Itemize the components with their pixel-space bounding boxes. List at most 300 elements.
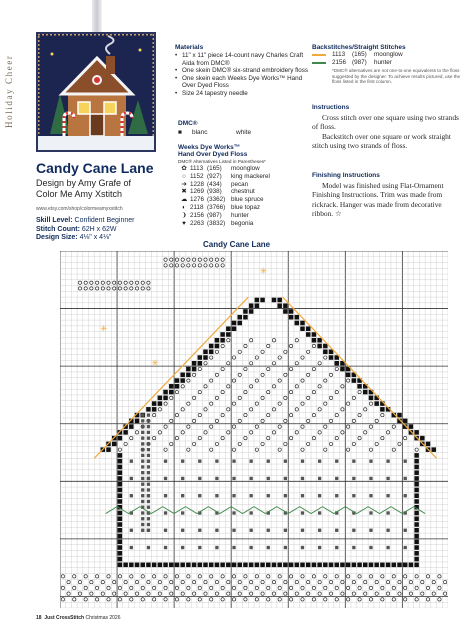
stitch-cell [323, 349, 328, 354]
stitch-cell [352, 477, 355, 480]
instructions-paragraph: Backstitch over one square or work straight stitch using two strands of floss. [312, 131, 451, 151]
stitch-cell [300, 326, 305, 331]
dmc-heading: DMC® [178, 120, 198, 127]
stitch-cell [107, 575, 110, 578]
stitch-cell [130, 586, 133, 589]
stitch-cell [164, 459, 167, 462]
stitch-cell [129, 563, 134, 568]
stitch-cell [141, 517, 144, 520]
stitch-cell [301, 575, 304, 578]
stitch-cell [381, 413, 384, 416]
stitch-cell [210, 258, 213, 261]
designer-url[interactable]: www.etsy.com/shop/colormeamyxstitch [36, 206, 123, 212]
stitch-cell [329, 563, 334, 568]
stitch-cell [90, 592, 93, 595]
stitch-cell [210, 379, 213, 382]
stitch-cell [141, 442, 144, 445]
stitch-cell [346, 373, 351, 378]
stitch-cell [164, 575, 167, 578]
stitch-cell [215, 529, 218, 532]
stitch-cell [147, 483, 150, 486]
stitch-cell [267, 413, 270, 416]
stitch-cell [364, 431, 367, 434]
stitch-cell [318, 431, 321, 434]
stitch-cell [198, 459, 201, 462]
stitch-cell [164, 494, 167, 497]
stitch-cell [267, 344, 270, 347]
finishing-heading: Finishing Instructions [312, 172, 380, 179]
stitch-cell [209, 563, 214, 568]
stitch-cell [90, 580, 93, 583]
stitch-cell [369, 546, 372, 549]
stitch-cell [73, 586, 76, 589]
stitch-cell [227, 592, 230, 595]
stitch-cell [324, 586, 327, 589]
stitch-cell [170, 580, 173, 583]
stitch-cell [198, 367, 201, 370]
stitch-cell [175, 384, 180, 389]
backstitch-row [312, 51, 462, 59]
stitch-cell [249, 339, 252, 342]
stitch-cell [414, 488, 419, 493]
stitch-cell [152, 598, 155, 601]
stitch-cell [113, 281, 116, 284]
stitch-cell [198, 529, 201, 532]
stitch-cell [414, 516, 419, 521]
stitch-cell [312, 344, 315, 347]
stitch-cell [278, 356, 281, 359]
stitch-cell [244, 344, 247, 347]
stitch-symbol: ☁ [180, 196, 188, 204]
stitch-cell [164, 546, 167, 549]
stitch-cell [141, 471, 144, 474]
stitch-cell [244, 598, 247, 601]
stitch-cell [414, 482, 419, 487]
stitch-cell [426, 586, 429, 589]
stitch-cell [324, 575, 327, 578]
stitch-cell [289, 390, 292, 393]
stitch-cell [227, 385, 230, 388]
stitch-cell [249, 385, 252, 388]
stitch-cell [192, 419, 195, 422]
stitch-cell [141, 459, 144, 462]
stitch-cell [170, 442, 173, 445]
stitch-cell [352, 459, 355, 462]
stitch-cell [147, 431, 150, 434]
stitch-cell [221, 436, 224, 439]
stitch-cell [175, 436, 178, 439]
floss-code: 1269 [190, 188, 205, 196]
stitch-cell [118, 557, 123, 562]
stitch-cell [307, 350, 310, 353]
stitch-cell [255, 586, 258, 589]
stitch-cell [232, 321, 237, 326]
stitch-cell [118, 563, 123, 568]
floss-alt: (3832) [207, 219, 226, 227]
stitch-cell [414, 528, 419, 533]
stitch-cell [272, 563, 277, 568]
stitch-cell [147, 281, 150, 284]
stitch-cell [392, 448, 395, 451]
stitch-cell [272, 339, 275, 342]
stitch-cell [118, 516, 123, 521]
stitch-cell [346, 402, 349, 405]
stitch-cell [283, 303, 288, 308]
stitch-cell [152, 575, 155, 578]
stitch-cell [180, 563, 185, 568]
stitch-cell [130, 436, 133, 439]
stitch-cell [289, 598, 292, 601]
stitch-cell [249, 592, 252, 595]
stitch-cell [73, 575, 76, 578]
stitch-cell [318, 459, 321, 462]
stitch-cell [244, 413, 247, 416]
stitch-cell [386, 459, 389, 462]
stitch-cell [398, 580, 401, 583]
stitch-cell [284, 494, 287, 497]
stitch-cell [255, 303, 260, 308]
stitch-cell [278, 575, 281, 578]
stitch-cell [357, 563, 362, 568]
stitch-cell [323, 344, 328, 349]
stitch-cell [130, 477, 133, 480]
stitch-cell [232, 563, 237, 568]
stitch-cell [147, 425, 150, 428]
stat-label: Skill Level: [36, 217, 73, 224]
stitch-cell [232, 529, 235, 532]
stitch-cell [164, 586, 167, 589]
stitch-cell [272, 592, 275, 595]
stitch-cell [289, 575, 292, 578]
stitch-cell [118, 522, 123, 527]
stitch-cell [255, 448, 258, 451]
stitch-cell [95, 598, 98, 601]
stitch-cell [369, 598, 372, 601]
stitch-cell [187, 425, 190, 428]
stat-value: 4⅛" x 4⅛" [79, 234, 112, 241]
stitch-cell [352, 396, 355, 399]
stitch-cell [181, 580, 184, 583]
stitch-cell [118, 511, 123, 516]
stitch-cell [232, 356, 235, 359]
stitch-cell [369, 477, 372, 480]
stitch-cell [141, 500, 144, 503]
stitch-cell [404, 494, 407, 497]
stitch-cell [312, 413, 315, 416]
stitch-cell [301, 529, 304, 532]
floss-name: pecan [231, 180, 249, 188]
stitch-cell [73, 598, 76, 601]
design-stats [36, 217, 134, 243]
stitch-cell [414, 453, 419, 458]
stitch-cell [300, 321, 305, 326]
stitch-cell [158, 431, 161, 434]
stitch-cell [318, 362, 321, 365]
stitch-cell [341, 431, 344, 434]
stitch-cell [284, 580, 287, 583]
stitch-cell [358, 598, 361, 601]
stitch-cell [232, 546, 235, 549]
star-straight-stitch: ✳ [99, 324, 108, 335]
stitch-cell [238, 580, 241, 583]
stitch-cell [438, 586, 441, 589]
stitch-cell [318, 511, 321, 514]
stitch-cell [180, 378, 185, 383]
stitch-cell [358, 390, 361, 393]
backstitch-row [312, 59, 462, 67]
stitch-cell [227, 339, 230, 342]
stitch-cell [163, 390, 168, 395]
stitch-cell [198, 575, 201, 578]
stitch-cell [175, 390, 178, 393]
stitch-cell [324, 598, 327, 601]
stitch-cell [220, 332, 225, 337]
stitch-cell [135, 592, 138, 595]
stitch-cell [346, 598, 349, 601]
stitch-cell [295, 321, 300, 326]
stitch-cell [335, 436, 338, 439]
stitch-cell [249, 546, 252, 549]
stitch-cell [170, 592, 173, 595]
stitch-cell [187, 598, 190, 601]
stitch-cell [107, 598, 110, 601]
stitch-cell [221, 367, 224, 370]
stitch-cell [352, 419, 355, 422]
ribbon-image [92, 0, 102, 36]
stitch-cell [84, 287, 87, 290]
stitch-cell [335, 598, 338, 601]
stitch-cell [409, 563, 414, 568]
stitch-cell [283, 563, 288, 568]
stitch-cell [397, 563, 402, 568]
stitch-cell [277, 563, 282, 568]
stitch-cell [244, 390, 247, 393]
stitch-cell [187, 258, 190, 261]
stitch-cell [329, 355, 334, 360]
stitch-cell [152, 563, 157, 568]
stitch-cell [181, 459, 184, 462]
stitch-cell [124, 580, 127, 583]
stitch-cell [414, 499, 419, 504]
stitch-cell [301, 546, 304, 549]
stitch-cell [226, 563, 231, 568]
stitch-cell [221, 413, 224, 416]
stitch-cell [140, 563, 145, 568]
stitch-cell [181, 529, 184, 532]
stitch-cell [307, 592, 310, 595]
stitch-cell [187, 586, 190, 589]
stitch-cell [369, 396, 374, 401]
designer-line-2: Color Me Amy Xstitch [36, 189, 123, 199]
stitch-cell [386, 563, 391, 568]
stitch-cell [123, 563, 128, 568]
stitch-cell [426, 442, 431, 447]
stitch-cell [141, 425, 144, 428]
floss-alt: (165) [207, 165, 222, 172]
stitch-cell [152, 436, 155, 439]
stitch-cell [403, 563, 408, 568]
finishing-section [312, 172, 462, 219]
stitch-cell [237, 321, 242, 326]
stitch-cell [141, 586, 144, 589]
floss-name: moonglow [374, 51, 403, 58]
stitch-cell [221, 598, 224, 601]
materials-item: • One skein DMC® six-strand embroidery floss [175, 67, 310, 75]
stitch-cell [318, 580, 321, 583]
stitch-cell [187, 264, 190, 267]
stitch-cell [175, 378, 180, 383]
stitch-cell [141, 287, 144, 290]
stitch-cell [312, 390, 315, 393]
materials-section [175, 44, 310, 98]
stitch-cell [284, 529, 287, 532]
stitch-cell [181, 546, 184, 549]
stitch-cell [147, 506, 150, 509]
stitch-cell [244, 367, 247, 370]
stitch-cell [414, 545, 419, 550]
stat-label: Design Size: [36, 234, 78, 241]
stitch-cell [118, 493, 123, 498]
stitch-cell [118, 482, 123, 487]
stitch-cell [243, 315, 248, 320]
stitch-cell [301, 494, 304, 497]
stitch-cell [123, 430, 128, 435]
page-footer [36, 615, 120, 621]
stitch-cell [180, 373, 185, 378]
stitch-cell [147, 471, 150, 474]
stitch-cell [312, 575, 315, 578]
stitch-cell [101, 281, 104, 284]
stitch-cell [67, 592, 70, 595]
stitch-cell [204, 592, 207, 595]
stitch-cell [181, 494, 184, 497]
stitch-cell [306, 326, 311, 331]
stitch-cell [118, 545, 123, 550]
floss-name: hunter [374, 59, 392, 66]
stitch-cell [175, 264, 178, 267]
stitch-cell [414, 476, 419, 481]
stitch-cell [164, 425, 167, 428]
stitch-cell [227, 580, 230, 583]
stitch-cell [220, 563, 225, 568]
stitch-cell [238, 419, 241, 422]
stitch-cell [369, 563, 374, 568]
stitch-cell [215, 580, 218, 583]
stitch-cell [169, 384, 174, 389]
stitch-cell [335, 367, 338, 370]
finishing-paragraph: Model was finished using Flat-Ornament Finishing Instructions. Trim was made from rickrack. Hanger was made from decorative ribbon. ☆ [312, 181, 444, 219]
stitch-cell [141, 281, 144, 284]
stitch-cell [335, 413, 338, 416]
stitch-cell [232, 511, 235, 514]
stitch-cell [307, 442, 310, 445]
stitch-cell [352, 378, 357, 383]
stitch-cell [221, 390, 224, 393]
stitch-cell [147, 287, 150, 290]
stitch-cell [324, 448, 327, 451]
stitch-cell [414, 430, 419, 435]
stitch-cell [118, 476, 123, 481]
stitch-cell [266, 563, 271, 568]
stitch-cell [301, 598, 304, 601]
stitch-cell [335, 390, 338, 393]
stitch-cell [232, 459, 235, 462]
stitch-cell [267, 477, 270, 480]
stitch-symbol: ■ [178, 129, 182, 136]
stitch-cell [210, 356, 213, 359]
stitch-cell [409, 424, 414, 429]
stitch-cell [106, 447, 111, 452]
stitch-cell [323, 563, 328, 568]
stitch-cell [124, 442, 127, 445]
stitch-cell [198, 390, 201, 393]
stitch-cell [130, 575, 133, 578]
stitch-cell [164, 511, 167, 514]
stitch-cell [272, 431, 275, 434]
stitch-cell [175, 586, 178, 589]
cross-stitch-chart [60, 251, 448, 608]
stitch-cell [147, 413, 150, 416]
stitch-cell [249, 580, 252, 583]
stitch-cell [204, 258, 207, 261]
stitch-cell [232, 402, 235, 405]
stitch-cell [175, 563, 180, 568]
stitch-cell [204, 408, 207, 411]
stitch-cell [267, 546, 270, 549]
stitch-cell [278, 425, 281, 428]
side-label [4, 20, 18, 130]
stitch-cell [113, 580, 116, 583]
stitch-cell [295, 385, 298, 388]
stitch-cell [249, 408, 252, 411]
stitch-cell [175, 258, 178, 261]
stitch-cell [147, 529, 150, 532]
stitch-cell [152, 413, 155, 416]
stitch-cell [141, 511, 144, 514]
stitch-cell [249, 511, 252, 514]
weeks-note: DMC® Alternatives Listed in Parentheses* [178, 159, 266, 164]
stitch-cell [238, 592, 241, 595]
stitch-cell [267, 459, 270, 462]
stat-skill [36, 217, 134, 226]
stitch-cell [118, 534, 123, 539]
floss-name: king mackerel [231, 172, 270, 180]
stitch-cell [283, 309, 288, 314]
stitch-cell [186, 373, 191, 378]
stitch-cell [267, 575, 270, 578]
floss-code: 1113 [332, 51, 346, 58]
stitch-cell [392, 575, 395, 578]
stitch-cell [381, 436, 384, 439]
stitch-cell [278, 379, 281, 382]
stitch-cell [301, 511, 304, 514]
stitch-cell [118, 586, 121, 589]
stitch-symbol: ✖ [181, 188, 187, 196]
stitch-cell [277, 303, 282, 308]
stitch-cell [147, 454, 150, 457]
stitch-cell [249, 431, 252, 434]
stitch-cell [415, 598, 418, 601]
floss-code: 2263 [190, 219, 205, 227]
stitch-cell [426, 575, 429, 578]
weeks-key [178, 144, 318, 227]
stitch-symbol: ○ [182, 172, 186, 180]
stitch-cell [318, 494, 321, 497]
stitch-cell [334, 361, 339, 366]
stitch-cell [221, 264, 224, 267]
stitch-cell [187, 402, 190, 405]
stitch-cell [364, 592, 367, 595]
